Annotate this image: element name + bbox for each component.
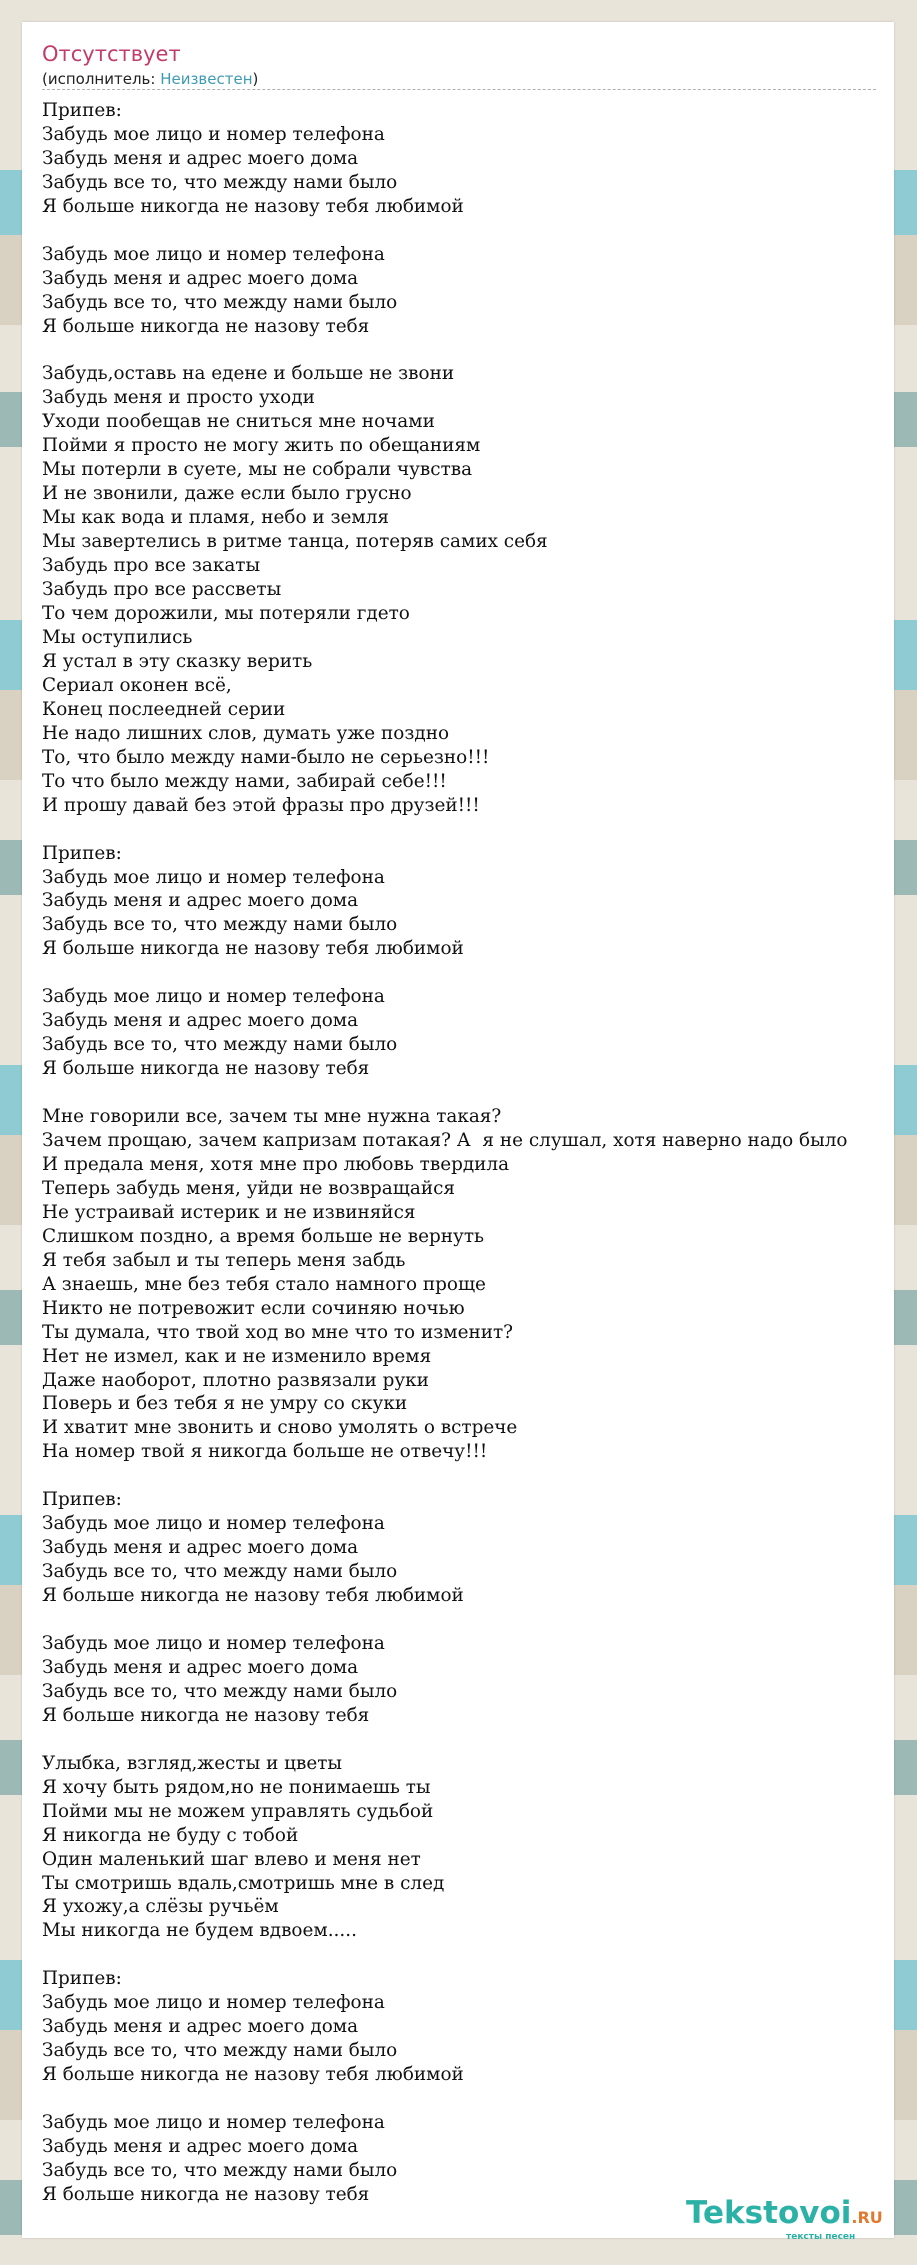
logo-name: Tekstovoi [686, 2195, 852, 2231]
artist-suffix: ) [252, 70, 259, 88]
artist-line [42, 70, 258, 88]
title-divider [42, 89, 876, 90]
logo-wordmark [686, 2195, 883, 2231]
lyrics-card [22, 22, 894, 2242]
logo-tld: .RU [851, 2208, 883, 2227]
logo-tagline: тексты песен [786, 2232, 856, 2242]
lyrics-text: Припев: Забудь мое лицо и номер телефона Забудь меня и адрес моего дома Забудь все то, что между нами было Я больше никогда не назову тебя любимой Забудь мое лицо и номер телефона Забудь меня и адрес моего дома Забудь все то, что между нами было Я больше никогда не назову тебя Забудь,оставь на едене и больше не звони Забудь меня и просто уходи Уходи пообещав не сниться мне ночами Пойми я просто не могу жить по обещаниям Мы потерли в суете, мы не собрали чувства И не звонили, даже если было грусно Мы как вода и пламя, небо и земля Мы завертелись в ритме танца, потеряв самих себя Забудь про все закаты Забудь про все рассветы То чем дорожили, мы потеряли гдето Мы оступились Я устал в эту сказку верить Сериал оконен всё, Конец послеедней серии Не надо лишних слов, думать уже поздно То, что было между нами-было не серьезно!!! То что было между нами, забирай себе!!! И прошу давай без этой фразы про друзей!!! Припев: Забудь мое лицо и номер телефона Забудь меня и адрес моего дома Забудь все то, что между нами было Я больше никогда не назову тебя любимой Забудь мое лицо и номер телефона Забудь меня и адрес моего дома Забудь все то, что между нами было Я больше никогда не назову тебя Мне говорили все, зачем ты мне нужна такая? Зачем прощаю, зачем капризам потакая? А я не слушал, хотя наверно надо было И предала меня, хотя мне про любовь твердила Теперь забудь меня, уйди не возвращайся Не устраивай истерик и не извиняйся Слишком поздно, а время больше не вернуть Я тебя забыл и ты теперь меня забдь А знаешь, мне без тебя стало намного проще Никто не потревожит если сочиняю ночью Ты думала, что твой ход во мне что то изменит? Нет не измел, как и не изменило время Даже наоборот, плотно развязали руки Поверь и без тебя я не умру со скуки И хватит мне звонить и сново умолять о встрече На номер твой я никогда больше не отвечу!!! Припев: Забудь мое лицо и номер телефона Забудь меня и адрес моего дома Забудь все то, что между нами было Я больше никогда не назову тебя любимой Забудь мое лицо и номер телефона Забудь меня и адрес моего дома Забудь все то, что между нами было Я больше никогда не назову тебя Улыбка, взгляд,жесты и цветы Я хочу быть рядом,но не понимаешь ты Пойми мы не можем управлять судьбой Я никогда не буду с тобой Один маленький шаг влево и меня нет Ты смотришь вдаль,смотришь мне в след Я ухожу,а слёзы ручьём Мы никогда не будем вдвоем..... Припев: Забудь мое лицо и номер телефона Забудь меня и адрес моего дома Забудь все то, что между нами было Я больше никогда не назову тебя любимой Забудь мое лицо и номер телефона Забудь меня и адрес моего дома Забудь все то, что между нами было Я больше никогда не назову тебя [42, 100, 848, 2205]
site-logo[interactable] [686, 2195, 896, 2249]
artist-link[interactable]: Неизвестен [160, 70, 253, 88]
song-title: Отсутствует [42, 42, 181, 66]
artist-prefix: (исполнитель: [42, 70, 161, 88]
